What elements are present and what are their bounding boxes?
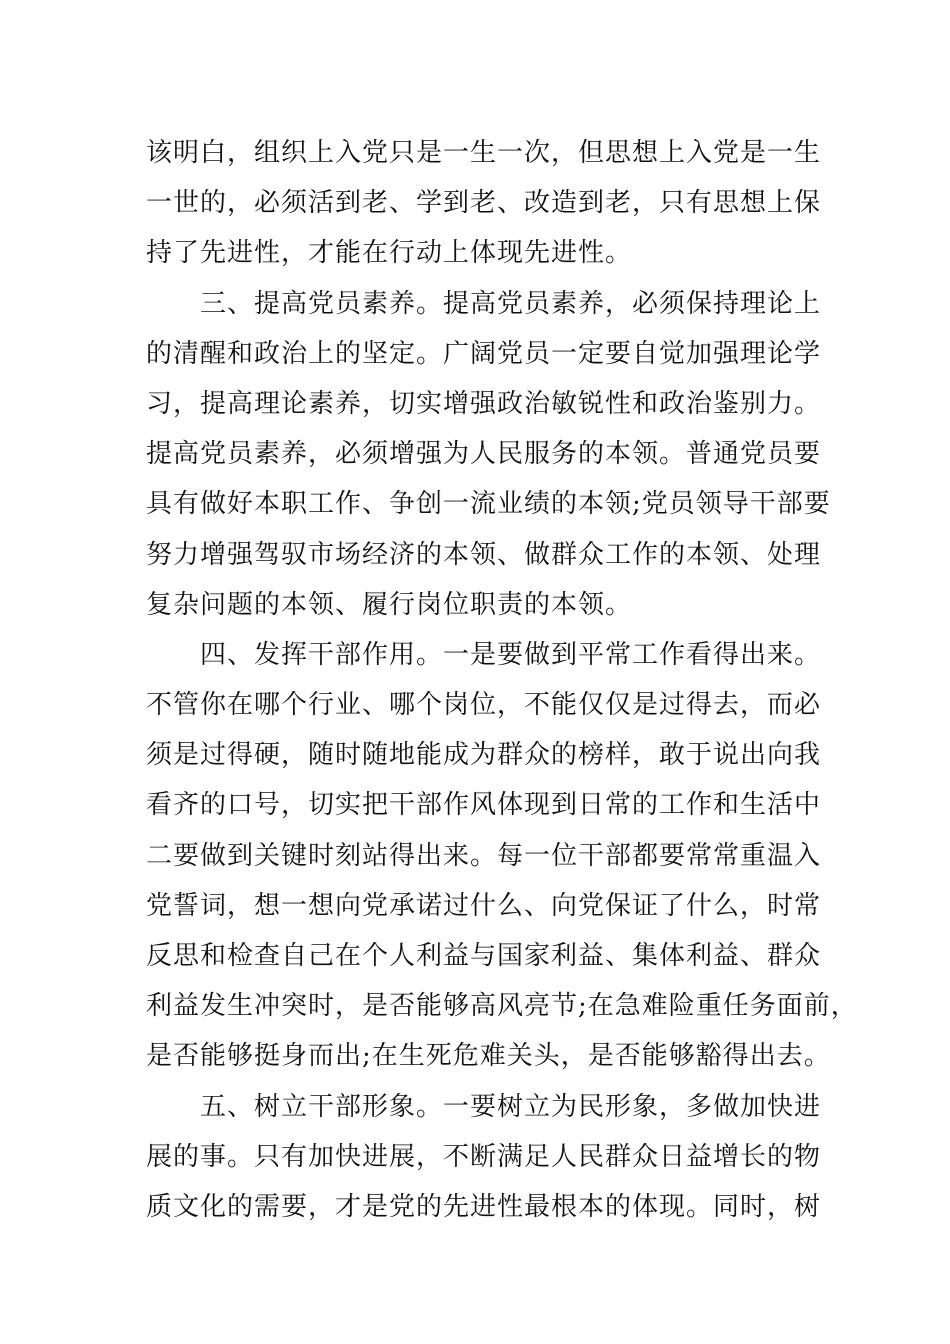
document-body	[146, 128, 858, 1232]
text-line: 利益发生冲突时，是否能够高风亮节;在急难险重任务面前，	[146, 991, 858, 1022]
text-line: 是否能够挺身而出;在生死危难关头，是否能够豁得出去。	[146, 1041, 831, 1072]
section-heading-line: 三、提高党员素养。提高党员素养，必须保持理论上	[200, 288, 822, 319]
text-line: 复杂问题的本领、履行岗位职责的本领。	[146, 589, 633, 620]
text-line: 质文化的需要，才是党的先进性最根本的体现。同时，树	[146, 1191, 822, 1222]
text-line: 二要做到关键时刻站得出来。每一位干部都要常常重温入	[146, 840, 822, 871]
text-line: 持了先进性，才能在行动上体现先进性。	[146, 238, 633, 269]
text-line: 具有做好本职工作、争创一流业绩的本领;党员领导干部要	[146, 489, 831, 520]
text-line: 提高党员素养，必须增强为人民服务的本领。普通党员要	[146, 439, 822, 470]
section-heading-line: 四、发挥干部作用。一是要做到平常工作看得出来。	[200, 639, 822, 670]
text-line: 该明白，组织上入党只是一生一次，但思想上入党是一生	[146, 138, 822, 168]
text-line: 不管你在哪个行业、哪个岗位，不能仅仅是过得去，而必	[146, 690, 822, 721]
text-line: 习，提高理论素养，切实增强政治敏锐性和政治鉴别力。	[146, 388, 822, 419]
text-line: 反思和检查自己在个人利益与国家利益、集体利益、群众	[146, 941, 822, 971]
text-line: 的清醒和政治上的坚定。广阔党员一定要自觉加强理论学	[146, 338, 822, 369]
section-heading-line: 五、树立干部形象。一要树立为民形象，多做加快进	[200, 1091, 822, 1122]
text-line: 努力增强驾驭市场经济的本领、做群众工作的本领、处理	[146, 539, 822, 570]
text-line: 须是过得硬，随时随地能成为群众的榜样，敢于说出向我	[146, 740, 822, 771]
text-line: 展的事。只有加快进展，不断满足人民群众日益增长的物	[146, 1141, 822, 1172]
text-line: 党誓词，想一想向党承诺过什么、向党保证了什么，时常	[146, 890, 822, 921]
text-line: 一世的，必须活到老、学到老、改造到老，只有思想上保	[146, 188, 822, 219]
text-line: 看齐的口号，切实把干部作风体现到日常的工作和生活中	[146, 790, 822, 821]
